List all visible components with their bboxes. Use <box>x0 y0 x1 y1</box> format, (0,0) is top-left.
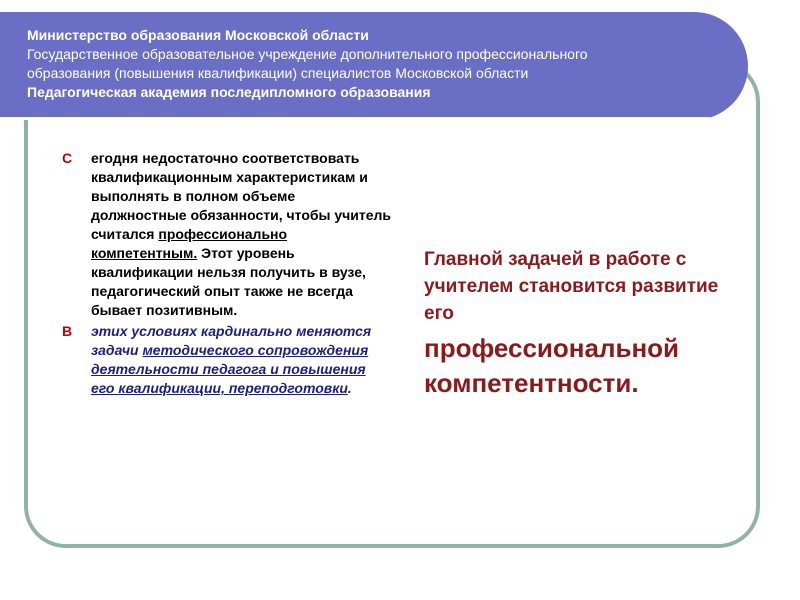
paragraph-conditions <box>62 322 392 398</box>
methodical-support-phrase: методического сопровождения деятельности педагога и повышения его квалификации, переподготовки <box>91 342 369 396</box>
institution-line-2: образования (повышения квалификации) специалистов Московской области <box>27 65 529 81</box>
main-task-statement <box>424 246 744 401</box>
header-divider <box>0 117 710 120</box>
professionally-competent-phrase: профессионально компетентным. <box>91 226 288 261</box>
paragraph-initial-s: С <box>62 150 73 166</box>
left-text-column <box>62 149 392 398</box>
paragraph-conditions-text <box>91 322 392 398</box>
paragraph-today-part-a: егодня недостаточно соответствовать квалификационным характеристикам и выполнять в полном объеме должностные обязанности, чтобы учитель считался <box>91 150 392 242</box>
ministry-title: Министерство образования Московской области <box>27 27 369 43</box>
paragraph-today-text <box>91 149 392 320</box>
main-task-emphasis: профессиональной компетентности. <box>424 333 680 398</box>
paragraph-initial-v: В <box>62 323 73 339</box>
paragraph-conditions-part-a: этих условиях кардинально меняются задачи <box>91 323 372 358</box>
header-banner <box>0 12 748 120</box>
academy-title: Педагогическая академия последипломного образования <box>27 84 431 100</box>
paragraph-today <box>62 149 392 320</box>
main-task-lead: Главной задачей в работе с учителем становится развитие его <box>424 249 719 324</box>
paragraph-conditions-part-b: . <box>347 380 352 396</box>
paragraph-today-part-b: Этот уровень квалификации нельзя получить в вузе, педагогический опыт также не всегда бывает позитивным. <box>91 245 366 318</box>
institution-line-1: Государственное образовательное учреждение дополнительного профессионального <box>27 46 588 62</box>
